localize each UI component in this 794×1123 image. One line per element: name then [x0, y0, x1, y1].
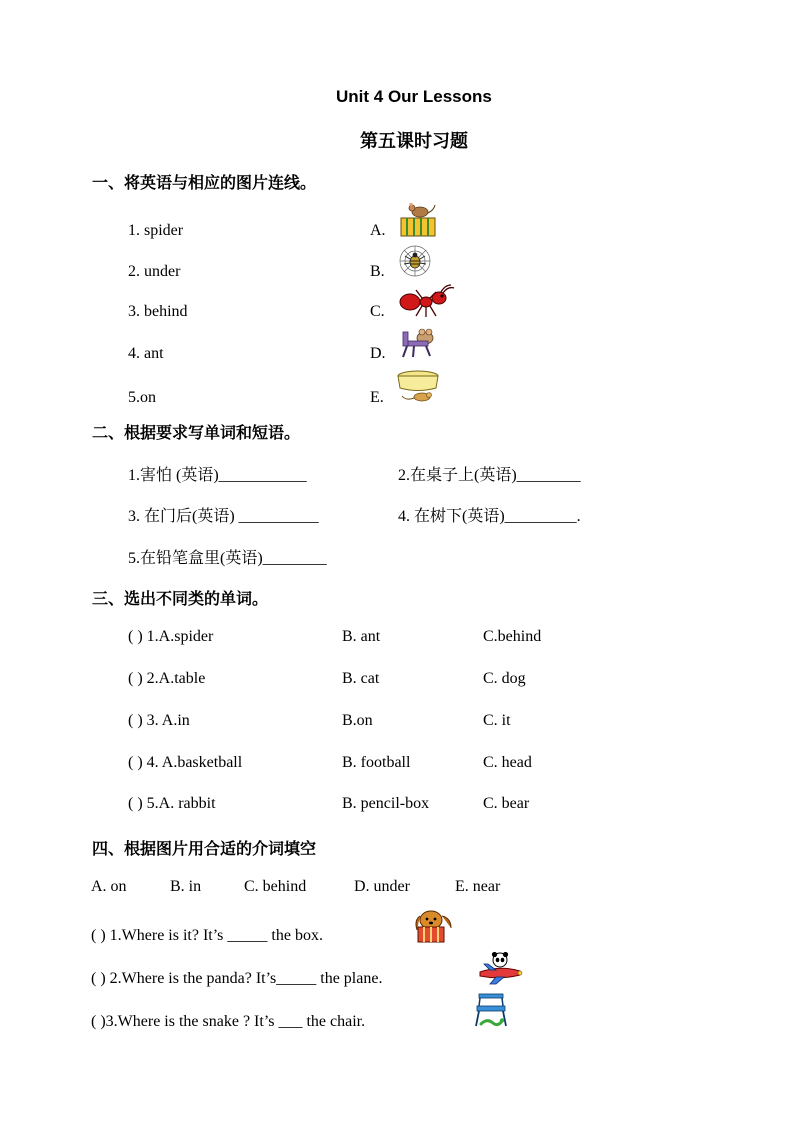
- picture-question: ( ) 1.Where is it? It’s _____ the box.: [91, 927, 323, 944]
- choice-option: C.behind: [483, 628, 542, 645]
- picture-label: D.: [370, 345, 386, 362]
- picture-label: A.: [370, 222, 386, 239]
- spider-on-web-icon: [398, 244, 432, 278]
- preposition-option: D. under: [354, 878, 410, 895]
- section-1-heading: 一、将英语与相应的图片连线。: [92, 173, 317, 192]
- fill-item: 1.害怕 (英语)___________: [128, 467, 307, 484]
- choice-option: B. pencil-box: [342, 795, 430, 812]
- picture-question: ( ) 2.Where is the panda? It’s_____ the plane.: [91, 970, 383, 987]
- picture-label: B.: [370, 263, 385, 280]
- panda-on-plane-icon: [476, 950, 524, 986]
- choice-question: ( ) 2.A.table: [128, 670, 206, 687]
- fill-item: 5.在铅笔盒里(英语)________: [128, 550, 327, 567]
- snake-under-chair-icon: [471, 992, 511, 1030]
- choice-option: B. football: [342, 754, 411, 771]
- section-2-heading: 二、根据要求写单词和短语。: [92, 423, 301, 442]
- mouse-under-table-icon: [396, 368, 440, 404]
- mouse-behind-chair-icon: [398, 327, 438, 359]
- fill-item: 2.在桌子上(英语)________: [398, 467, 581, 484]
- word-item: 5.on: [128, 389, 156, 406]
- preposition-option: C. behind: [244, 878, 307, 895]
- page-subtitle: 第五课时习题: [360, 131, 468, 152]
- page-title: Unit 4 Our Lessons: [336, 87, 492, 106]
- word-item: 3. behind: [128, 303, 188, 320]
- choice-option: C. bear: [483, 795, 530, 812]
- choice-option: B.on: [342, 712, 373, 729]
- choice-option: C. head: [483, 754, 532, 771]
- choice-question: ( ) 5.A. rabbit: [128, 795, 216, 812]
- fill-item: 4. 在树下(英语)_________.: [398, 508, 581, 525]
- preposition-option: E. near: [455, 878, 501, 895]
- picture-label: C.: [370, 303, 385, 320]
- choice-option: B. ant: [342, 628, 381, 645]
- preposition-option: B. in: [170, 878, 202, 895]
- choice-option: B. cat: [342, 670, 380, 687]
- mouse-on-box-icon: [398, 202, 438, 238]
- picture-label: E.: [370, 389, 384, 406]
- word-item: 4. ant: [128, 345, 164, 362]
- word-item: 2. under: [128, 263, 181, 280]
- picture-question: ( )3.Where is the snake ? It’s ___ the chair.: [91, 1013, 366, 1030]
- choice-question: ( ) 3. A.in: [128, 712, 190, 729]
- choice-option: C. dog: [483, 670, 526, 687]
- ant-icon: [396, 284, 456, 320]
- word-item: 1. spider: [128, 222, 184, 239]
- choice-question: ( ) 1.A.spider: [128, 628, 214, 645]
- section-3-heading: 三、选出不同类的单词。: [92, 589, 269, 608]
- section-4-heading: 四、根据图片用合适的介词填空: [92, 839, 317, 858]
- fill-item: 3. 在门后(英语) __________: [128, 508, 319, 525]
- dog-in-box-icon: [411, 908, 455, 944]
- preposition-option: A. on: [91, 878, 127, 895]
- choice-question: ( ) 4. A.basketball: [128, 754, 243, 771]
- choice-option: C. it: [483, 712, 511, 729]
